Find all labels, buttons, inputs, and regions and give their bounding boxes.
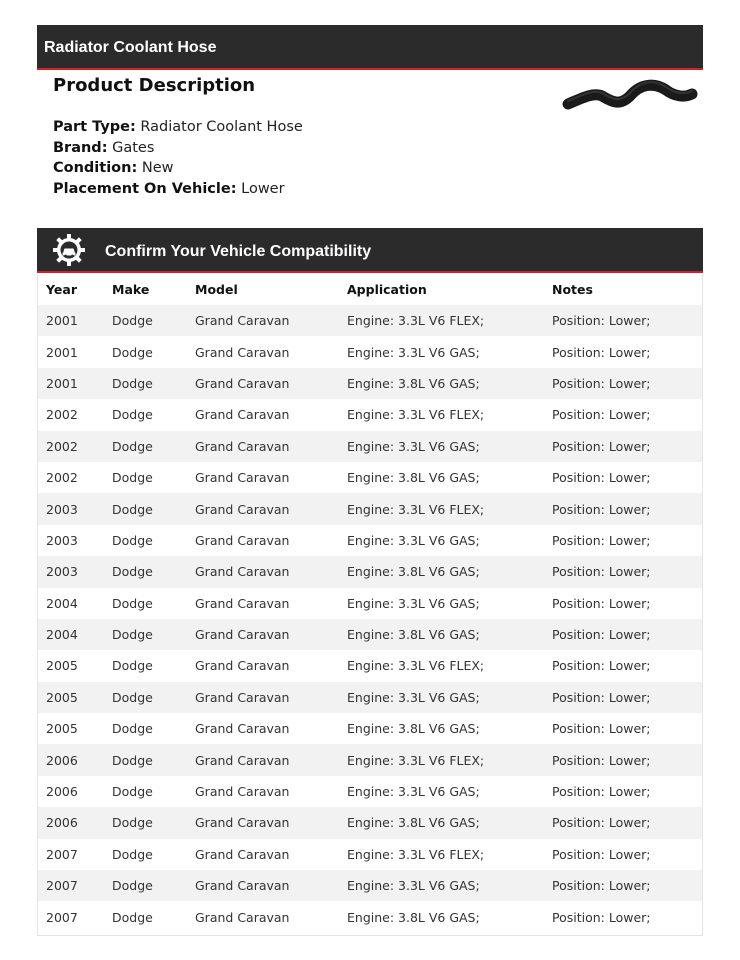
- table-row: [38, 870, 702, 901]
- table-row: [38, 462, 702, 493]
- cell-make: Dodge: [112, 721, 153, 737]
- table-row: [38, 682, 702, 713]
- cell-make: Dodge: [104, 368, 187, 399]
- cell-application: Engine: 3.3L V6 GAS;: [347, 595, 480, 611]
- cell-application: Engine: 3.3L V6 FLEX;: [339, 493, 544, 524]
- field-value: Radiator Coolant Hose: [140, 119, 303, 135]
- cell-model: Grand Caravan: [195, 344, 290, 360]
- cell-make: Dodge: [104, 493, 187, 524]
- field-value: Gates: [112, 139, 155, 156]
- cell-make: Dodge: [104, 619, 187, 650]
- field-part-type: [53, 117, 553, 138]
- cell-notes: Position: Lower;: [552, 721, 651, 737]
- cell-make: Dodge: [104, 431, 187, 462]
- field-placement: [53, 179, 553, 200]
- column-header-notes: Notes: [552, 282, 593, 297]
- field-label: Condition:: [53, 160, 138, 176]
- cell-application: Engine: 3.8L V6 GAS;: [347, 470, 480, 486]
- cell-year: 2001: [38, 368, 104, 399]
- cell-model: Grand Caravan: [195, 407, 290, 423]
- table-row: [38, 650, 702, 681]
- cell-year: 2002: [46, 470, 78, 486]
- field-value: New: [141, 160, 174, 176]
- product-description: [53, 74, 553, 199]
- cell-make: Dodge: [112, 595, 153, 611]
- table-row: [38, 399, 702, 430]
- cell-notes: Position: Lower;: [552, 344, 651, 360]
- cell-application: Engine: 3.3L V6 FLEX;: [339, 305, 544, 336]
- cell-model: Grand Caravan: [195, 658, 290, 674]
- table-row: [38, 807, 702, 838]
- table-row: [38, 336, 702, 367]
- cell-year: 2007: [46, 846, 78, 862]
- cell-make: Dodge: [104, 807, 187, 838]
- cell-model: Grand Caravan: [195, 909, 290, 925]
- cell-year: 2006: [38, 807, 104, 838]
- cell-year: 2006: [46, 784, 78, 800]
- cell-model: Grand Caravan: [187, 431, 339, 462]
- cell-year: 2005: [46, 658, 78, 674]
- compatibility-bar: [37, 228, 703, 273]
- field-label: Part Type:: [53, 119, 136, 135]
- cell-notes: Position: Lower;: [552, 532, 651, 548]
- cell-model: Grand Caravan: [195, 595, 290, 611]
- cell-model: Grand Caravan: [187, 305, 339, 336]
- table-body: [38, 305, 702, 933]
- table-row: [38, 713, 702, 744]
- cell-model: Grand Caravan: [187, 682, 339, 713]
- cell-application: Engine: 3.3L V6 GAS;: [347, 344, 480, 360]
- radiator-hose-image: [562, 72, 698, 120]
- table-row: [38, 556, 702, 587]
- cell-model: Grand Caravan: [187, 807, 339, 838]
- field-value: Lower: [241, 180, 285, 197]
- cell-model: Grand Caravan: [195, 846, 290, 862]
- table-row: [38, 525, 702, 556]
- column-header-model: Model: [195, 282, 238, 297]
- cell-application: Engine: 3.3L V6 GAS;: [347, 532, 480, 548]
- compatibility-title: Confirm Your Vehicle Compatibility: [105, 243, 372, 260]
- cell-notes: Position: Lower;: [544, 870, 702, 901]
- cell-year: 2006: [38, 744, 104, 775]
- cell-year: 2007: [38, 870, 104, 901]
- table-row: [38, 493, 702, 524]
- cell-make: Dodge: [112, 470, 153, 486]
- cell-application: Engine: 3.8L V6 GAS;: [347, 909, 480, 925]
- table-row: [38, 431, 702, 462]
- cell-make: Dodge: [104, 682, 187, 713]
- cell-application: Engine: 3.8L V6 GAS;: [347, 721, 480, 737]
- table-header-row: [38, 274, 702, 305]
- cell-application: Engine: 3.3L V6 FLEX;: [339, 744, 544, 775]
- field-condition: [53, 158, 553, 179]
- cell-notes: Position: Lower;: [552, 846, 651, 862]
- table-row: [38, 901, 702, 932]
- cell-notes: Position: Lower;: [544, 368, 702, 399]
- cell-model: Grand Caravan: [187, 556, 339, 587]
- cell-model: Grand Caravan: [187, 744, 339, 775]
- cell-year: 2003: [38, 493, 104, 524]
- cell-make: Dodge: [112, 784, 153, 800]
- cell-make: Dodge: [112, 407, 153, 423]
- cell-year: 2003: [46, 532, 78, 548]
- field-label: Brand:: [53, 139, 108, 156]
- cell-year: 2003: [38, 556, 104, 587]
- page-title: Radiator Coolant Hose: [44, 39, 217, 56]
- table-row: [38, 619, 702, 650]
- cell-notes: Position: Lower;: [544, 682, 702, 713]
- cell-year: 2001: [46, 344, 78, 360]
- cell-make: Dodge: [104, 744, 187, 775]
- column-header-year: Year: [46, 282, 77, 297]
- field-brand: [53, 138, 553, 159]
- cell-model: Grand Caravan: [187, 870, 339, 901]
- cell-notes: Position: Lower;: [552, 658, 651, 674]
- cell-year: 2007: [46, 909, 78, 925]
- table-row: [38, 368, 702, 399]
- column-header-application: Application: [347, 282, 427, 297]
- cell-application: Engine: 3.3L V6 GAS;: [339, 870, 544, 901]
- table-row: [38, 839, 702, 870]
- cell-application: Engine: 3.3L V6 GAS;: [347, 784, 480, 800]
- cell-year: 2005: [46, 721, 78, 737]
- field-label: Placement On Vehicle:: [53, 180, 237, 197]
- cell-model: Grand Caravan: [187, 619, 339, 650]
- cell-year: 2004: [46, 595, 78, 611]
- cell-notes: Position: Lower;: [552, 595, 651, 611]
- cell-application: Engine: 3.3L V6 FLEX;: [347, 846, 485, 862]
- cell-make: Dodge: [112, 846, 153, 862]
- cell-model: Grand Caravan: [187, 368, 339, 399]
- cell-year: 2002: [46, 407, 78, 423]
- cell-notes: Position: Lower;: [544, 493, 702, 524]
- cell-application: Engine: 3.8L V6 GAS;: [339, 619, 544, 650]
- cell-application: Engine: 3.3L V6 FLEX;: [347, 407, 485, 423]
- cell-notes: Position: Lower;: [544, 305, 702, 336]
- cell-make: Dodge: [112, 532, 153, 548]
- cell-notes: Position: Lower;: [544, 556, 702, 587]
- cell-application: Engine: 3.3L V6 FLEX;: [347, 658, 485, 674]
- gear-car-icon: [52, 233, 86, 267]
- compatibility-table-wrapper: [37, 274, 703, 936]
- cell-notes: Position: Lower;: [544, 431, 702, 462]
- cell-year: 2001: [38, 305, 104, 336]
- cell-make: Dodge: [104, 556, 187, 587]
- cell-model: Grand Caravan: [195, 721, 290, 737]
- cell-application: Engine: 3.8L V6 GAS;: [339, 807, 544, 838]
- table-row: [38, 776, 702, 807]
- cell-year: 2002: [38, 431, 104, 462]
- cell-model: Grand Caravan: [195, 784, 290, 800]
- cell-notes: Position: Lower;: [544, 744, 702, 775]
- table-row: [38, 588, 702, 619]
- cell-model: Grand Caravan: [195, 532, 290, 548]
- table-row: [38, 744, 702, 775]
- cell-model: Grand Caravan: [187, 493, 339, 524]
- cell-application: Engine: 3.8L V6 GAS;: [339, 556, 544, 587]
- cell-make: Dodge: [104, 870, 187, 901]
- cell-notes: Position: Lower;: [552, 784, 651, 800]
- cell-notes: Position: Lower;: [544, 807, 702, 838]
- cell-make: Dodge: [104, 305, 187, 336]
- cell-year: 2005: [38, 682, 104, 713]
- column-header-make: Make: [112, 282, 150, 297]
- cell-notes: Position: Lower;: [552, 909, 651, 925]
- cell-make: Dodge: [112, 909, 153, 925]
- title-bar: [37, 25, 703, 70]
- cell-application: Engine: 3.3L V6 GAS;: [339, 682, 544, 713]
- cell-application: Engine: 3.8L V6 GAS;: [339, 368, 544, 399]
- cell-year: 2004: [38, 619, 104, 650]
- cell-notes: Position: Lower;: [552, 470, 651, 486]
- cell-make: Dodge: [112, 344, 153, 360]
- cell-make: Dodge: [112, 658, 153, 674]
- cell-model: Grand Caravan: [195, 470, 290, 486]
- cell-notes: Position: Lower;: [544, 619, 702, 650]
- cell-notes: Position: Lower;: [552, 407, 651, 423]
- compatibility-table: [38, 274, 702, 933]
- description-heading: Product Description: [53, 75, 256, 96]
- cell-application: Engine: 3.3L V6 GAS;: [339, 431, 544, 462]
- table-row: [38, 305, 702, 336]
